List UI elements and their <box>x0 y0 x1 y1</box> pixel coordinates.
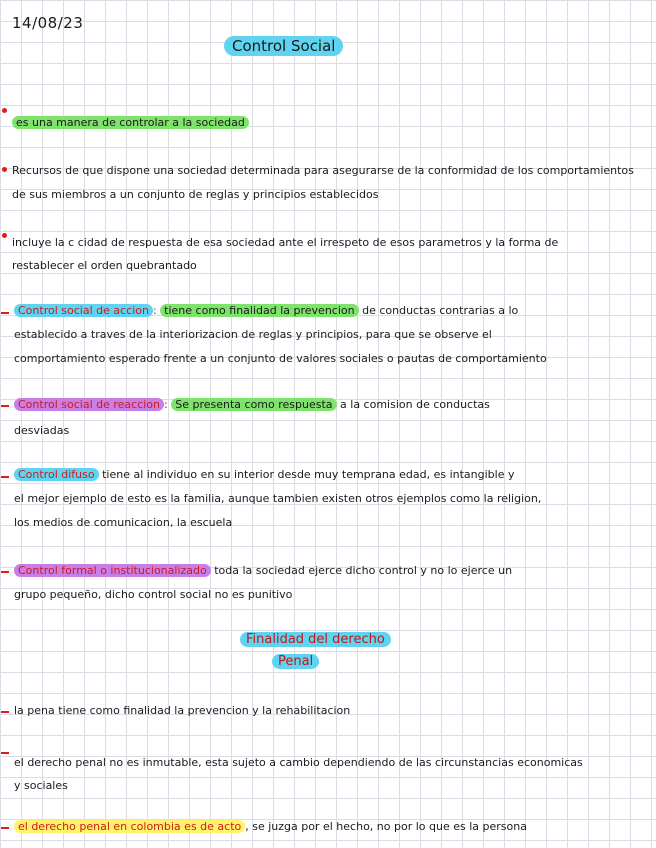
paragraph-reaction-l2: desviadas <box>14 424 70 437</box>
paragraph-colombia <box>14 820 527 834</box>
reaction-text: a la comision de conductas <box>340 398 490 411</box>
dash-icon <box>1 711 9 713</box>
colombia-highlight: el derecho penal en colombia es de acto <box>14 820 245 833</box>
action-highlight: tiene como finalidad la prevencion <box>160 304 358 317</box>
dash-icon <box>1 312 9 314</box>
paragraph-criminal-law-l1: el derecho penal no es inmutable, esta sujeto a cambio dependiendo de las circunstancias economicas <box>14 756 583 769</box>
reaction-highlight: Se presenta como respuesta <box>171 398 336 411</box>
formal-text: toda la sociedad ejerce dicho control y no lo ejerce un <box>214 564 513 577</box>
dash-icon <box>1 827 9 829</box>
paragraph-criminal-law-l2: y sociales <box>14 779 68 792</box>
paragraph-includes-l2: restablecer el orden quebrantado <box>12 259 197 272</box>
term-reaction: Control social de reaccion <box>14 398 164 411</box>
paragraph-formal-l1 <box>14 564 512 578</box>
definition-highlight: es una manera de controlar a la sociedad <box>12 116 249 129</box>
colombia-text: , se juzga por el hecho, no por lo que es la persona <box>245 820 527 833</box>
paragraph-includes-l1: incluye la c cidad de respuesta de esa sociedad ante el irrespeto de esos parametros y la forma de <box>12 236 559 249</box>
paragraph-formal-l2: grupo pequeño, dicho control social no es punitivo <box>14 588 293 601</box>
section-title-2: Penal <box>272 654 319 669</box>
bullet-icon <box>2 233 7 238</box>
paragraph-action-l2: establecido a traves de la interiorizacion de reglas y principios, para que se observe el <box>14 328 492 341</box>
paragraph-diffuse-l1 <box>14 468 515 482</box>
dash-icon <box>1 571 9 573</box>
paragraph-diffuse-l2: el mejor ejemplo de esto es la familia, aunque tambien existen otros ejemplos como la religion, <box>14 492 542 505</box>
paragraph-penalty: la pena tiene como finalidad la prevencion y la rehabilitacion <box>14 704 351 717</box>
diffuse-text: tiene al individuo en su interior desde muy temprana edad, es intangible y <box>102 468 515 481</box>
paragraph-action-l1: Control social de accion : tiene como finalidad la prevencion de conductas contrarias a lo <box>14 304 518 318</box>
term-action: Control social de accion <box>14 304 153 317</box>
paragraph-resources-l2: de sus miembros a un conjunto de reglas y principios establecidos <box>12 188 379 201</box>
bullet-icon <box>2 108 7 113</box>
term-diffuse: Control difuso <box>14 468 99 481</box>
term-formal: Control formal o institucionalizado <box>14 564 211 577</box>
paragraph-reaction-l1: Control social de reaccion : Se presenta como respuesta a la comision de conductas <box>14 398 490 412</box>
dash-icon <box>1 405 9 407</box>
paragraph-resources-l1: Recursos de que dispone una sociedad determinada para asegurarse de la conformidad de los comportamientos <box>12 164 634 177</box>
dash-icon <box>1 752 9 754</box>
date: 14/08/23 <box>12 14 84 32</box>
dash-icon <box>1 476 9 478</box>
paragraph-definition <box>12 116 249 130</box>
page-title: Control Social <box>224 36 343 56</box>
paragraph-diffuse-l3: los medios de comunicacion, la escuela <box>14 516 233 529</box>
bullet-icon <box>2 167 7 172</box>
section-title-1: Finalidad del derecho <box>240 632 391 647</box>
action-text: de conductas contrarias a lo <box>362 304 519 317</box>
paragraph-action-l3: comportamiento esperado frente a un conjunto de valores sociales o pautas de comportamiento <box>14 352 547 365</box>
